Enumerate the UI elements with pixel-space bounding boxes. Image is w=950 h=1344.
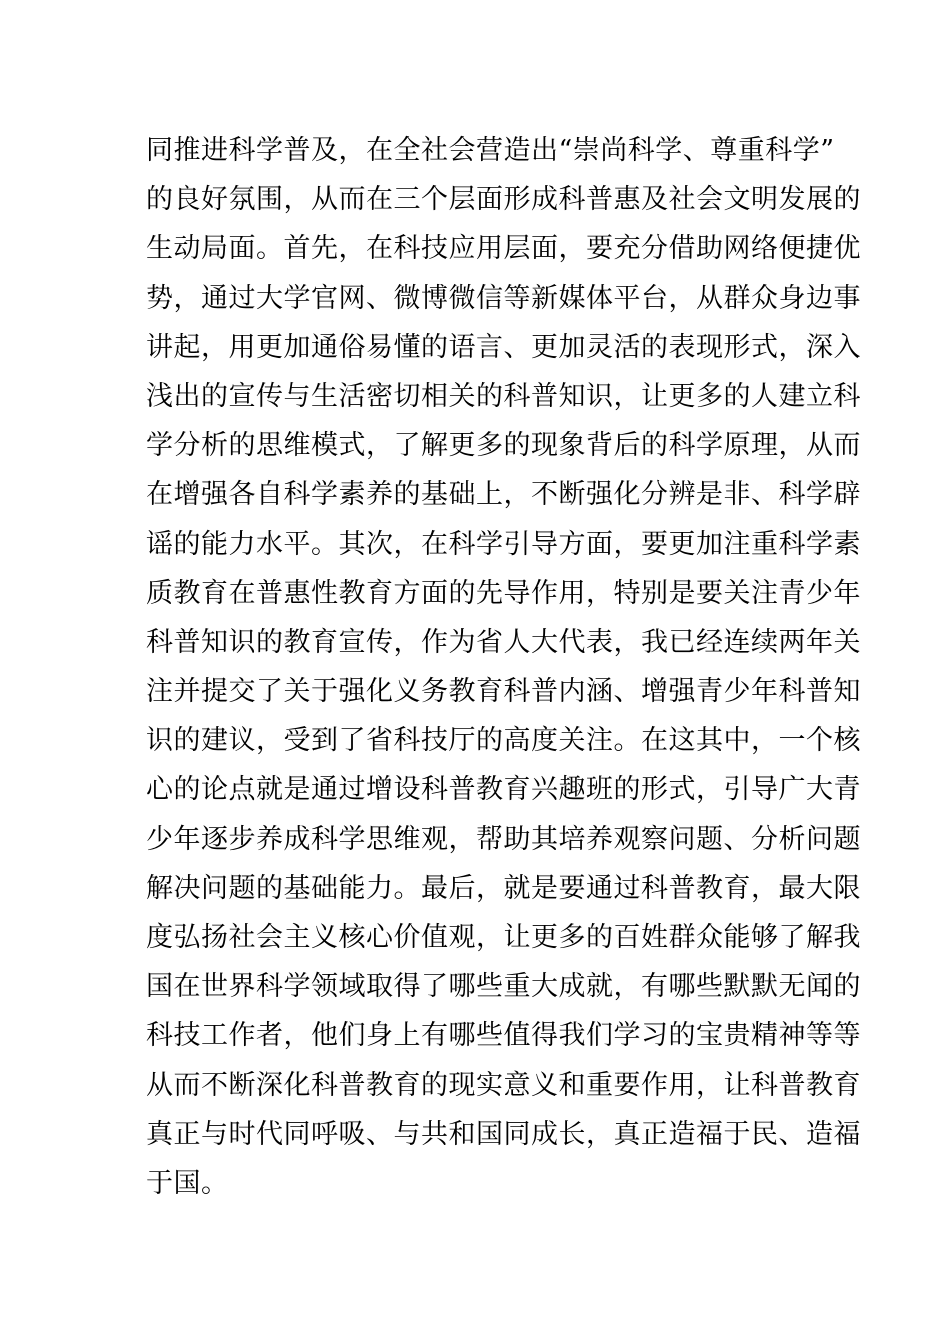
- text-line: 解决问题的基础能力。最后，就是要通过科普教育，最大限: [146, 872, 861, 904]
- text-line: 的良好氛围，从而在三个层面形成科普惠及社会文明发展的: [146, 184, 861, 216]
- text-line: 于国。: [146, 1167, 229, 1199]
- text-line: 识的建议，受到了省科技厅的高度关注。在这其中，一个核: [146, 725, 861, 757]
- text-line: 心的论点就是通过增设科普教育兴趣班的形式，引导广大青: [146, 774, 861, 806]
- text-line: 学分析的思维模式，了解更多的现象背后的科学原理，从而: [146, 430, 861, 462]
- text-line: 势，通过大学官网、微博微信等新媒体平台，从群众身边事: [146, 282, 861, 314]
- text-line: 同推进科学普及，在全社会营造出“崇尚科学、尊重科学”: [146, 135, 835, 166]
- text-line: 国在世界科学领域取得了哪些重大成就，有哪些默默无闻的: [146, 971, 861, 1003]
- text-line: 生动局面。首先，在科技应用层面，要充分借助网络便捷优: [146, 233, 861, 265]
- text-line: 讲起，用更加通俗易懂的语言、更加灵活的表现形式，深入: [146, 331, 861, 363]
- text-line: 少年逐步养成科学思维观，帮助其培养观察问题、分析问题: [146, 823, 861, 855]
- text-line: 从而不断深化科普教育的现实意义和重要作用，让科普教育: [146, 1069, 861, 1101]
- text-line: 在增强各自科学素养的基础上，不断强化分辨是非、科学辟: [146, 479, 861, 511]
- text-line: 科技工作者，他们身上有哪些值得我们学习的宝贵精神等等: [146, 1020, 861, 1052]
- text-line: 质教育在普惠性教育方面的先导作用，特别是要关注青少年: [146, 577, 861, 609]
- text-line: 谣的能力水平。其次，在科学引导方面，要更加注重科学素: [146, 528, 861, 560]
- body-paragraph: [146, 126, 861, 1208]
- text-line: 度弘扬社会主义核心价值观，让更多的百姓群众能够了解我: [146, 922, 861, 953]
- text-line: 浅出的宣传与生活密切相关的科普知识，让更多的人建立科: [146, 380, 861, 412]
- text-line: 科普知识的教育宣传，作为省人大代表，我已经连续两年关: [146, 626, 861, 658]
- text-line: 真正与时代同呼吸、与共和国同成长，真正造福于民、造福: [146, 1118, 861, 1150]
- text-line: 注并提交了关于强化义务教育科普内涵、增强青少年科普知: [146, 676, 861, 708]
